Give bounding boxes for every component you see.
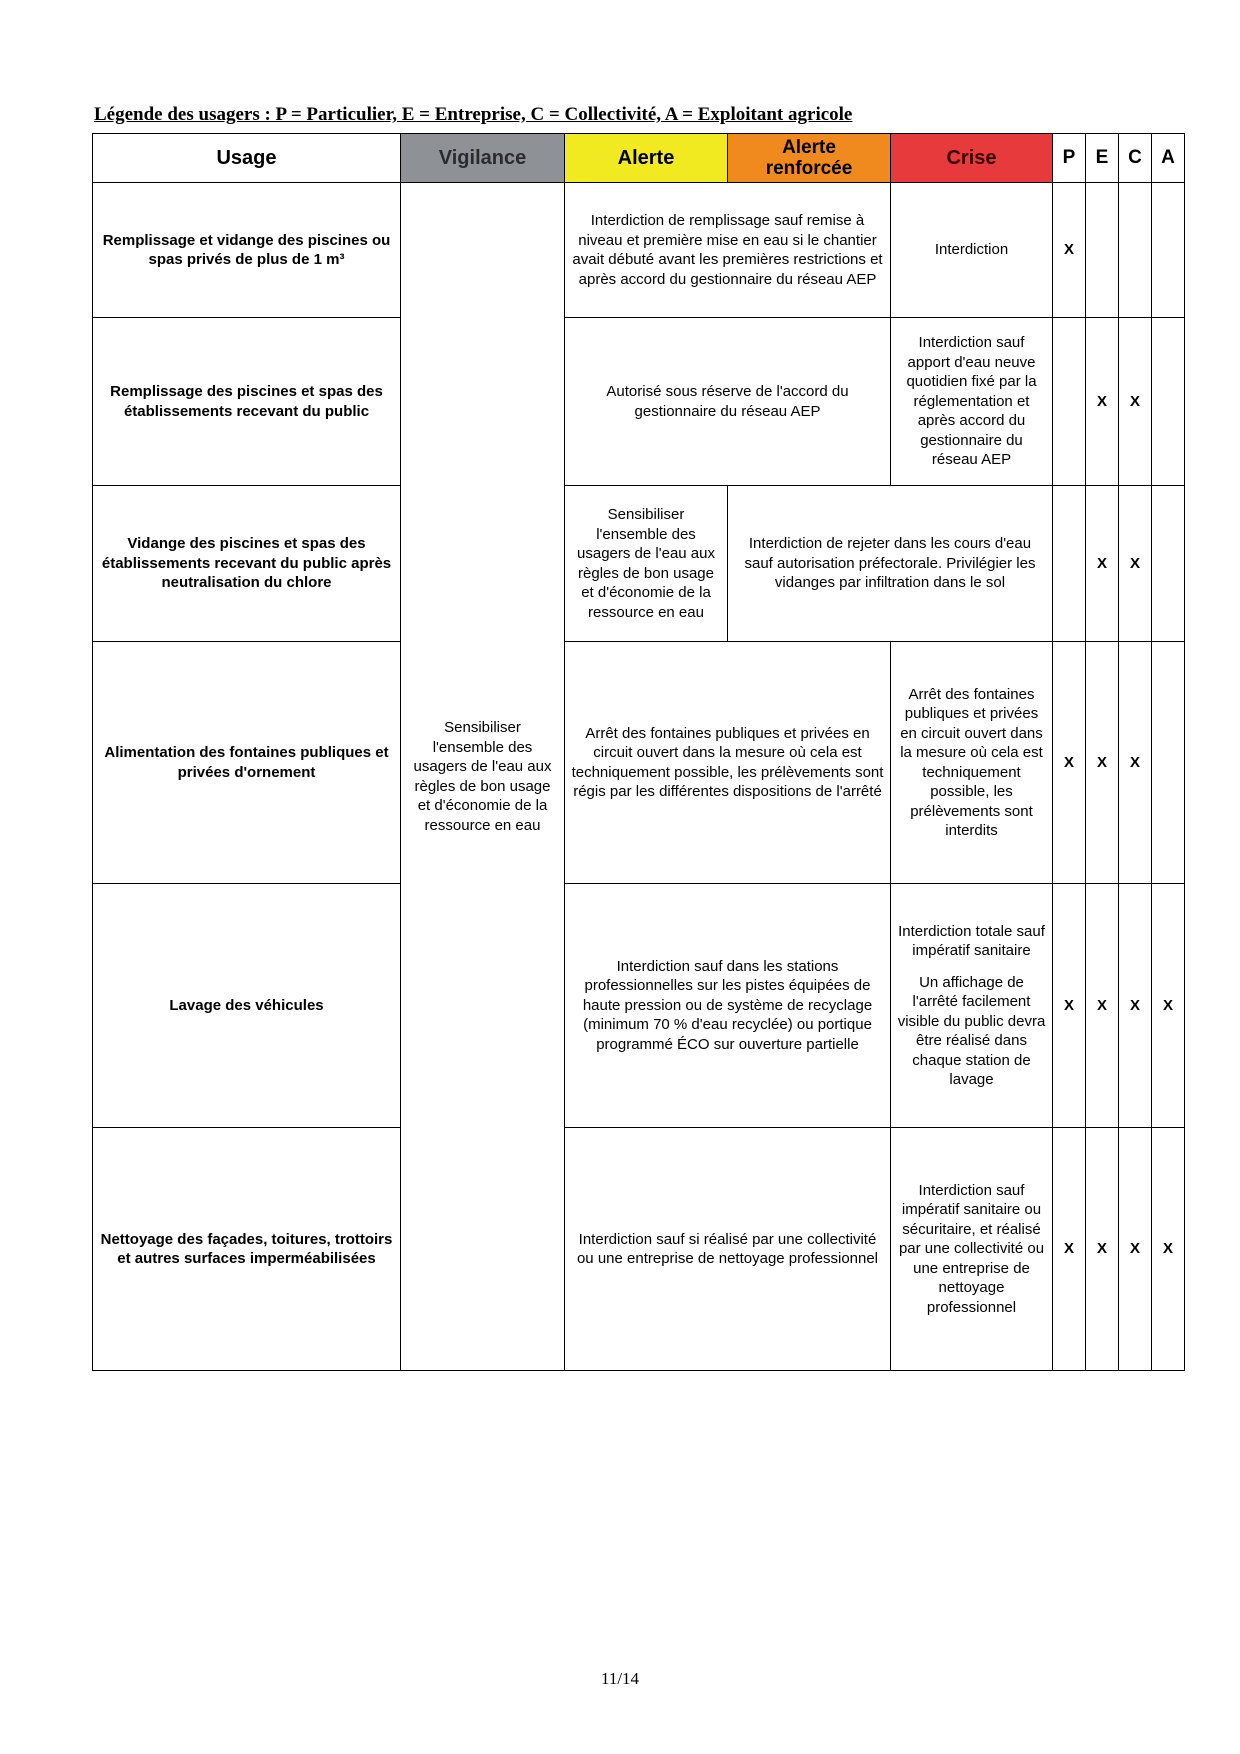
mark-e [1086,183,1119,318]
crise-text-2: Un affichage de l'arrêté facilement visible du public devra être réalisé dans chaque station de lavage [897,973,1046,1088]
mark-p: X [1053,642,1086,884]
usage-cell: Alimentation des fontaines publiques et privées d'ornement [93,642,401,884]
header-alerte-renforcee [728,134,891,183]
header-alerte: Alerte [565,134,728,183]
header-row [93,134,1185,183]
mark-a: X [1152,1128,1185,1371]
mark-e: X [1086,486,1119,642]
vigilance-common-cell: Sensibiliser l'ensemble des usagers de l'eau aux règles de bon usage et d'économie de la ressource en eau [401,183,565,1371]
header-crise: Crise [891,134,1053,183]
alerte-renforcee-cell: Autorisé sous réserve de l'accord du gestionnaire du réseau AEP [565,318,891,486]
table-row [93,183,1185,318]
usage-legend: Légende des usagers : P = Particulier, E = Entreprise, C = Collectivité, A = Exploitant agricole [94,104,853,125]
table-row [93,318,1185,486]
alerte-renforcee-cell: Arrêt des fontaines publiques et privées en circuit ouvert dans la mesure où cela est techniquement possible, les prélèvements sont régis par les différentes dispositions de l'arrêté [565,642,891,884]
mark-a: X [1152,884,1185,1128]
crise-cell: Interdiction sauf impératif sanitaire ou sécuritaire, et réalisé par une collectivité ou une entreprise de nettoyage professionnel [891,1128,1053,1371]
header-vigilance: Vigilance [401,134,565,183]
mark-a [1152,642,1185,884]
mark-p: X [1053,1128,1086,1371]
mark-c: X [1119,884,1152,1128]
mark-c: X [1119,486,1152,642]
usage-cell: Lavage des véhicules [93,884,401,1128]
table-row [93,486,1185,642]
header-a: A [1152,134,1185,183]
mark-c [1119,183,1152,318]
alerte-renforcee-cell: Interdiction sauf dans les stations professionnelles sur les pistes équipées de haute pression ou de système de recyclage (minimum 70 % d'eau recyclée) ou portique programmé ÉCO sur ouverture partielle [565,884,891,1128]
mark-a [1152,486,1185,642]
usage-cell: Remplissage et vidange des piscines ou spas privés de plus de 1 m³ [93,183,401,318]
crise-cell: Arrêt des fontaines publiques et privées en circuit ouvert dans la mesure où cela est techniquement possible, les prélèvements sont interdits [891,642,1053,884]
mark-e: X [1086,318,1119,486]
mark-c: X [1119,1128,1152,1371]
renforcee-crise-cell: Interdiction de rejeter dans les cours d'eau sauf autorisation préfectorale. Privilégier les vidanges par infiltration dans le sol [728,486,1053,642]
restrictions-table [92,133,1185,1371]
usage-cell: Vidange des piscines et spas des établissements recevant du public après neutralisation du chlore [93,486,401,642]
header-usage: Usage [93,134,401,183]
mark-p [1053,318,1086,486]
header-e: E [1086,134,1119,183]
crise-cell [891,884,1053,1128]
mark-p [1053,486,1086,642]
crise-cell: Interdiction [891,183,1053,318]
mark-a [1152,183,1185,318]
crise-cell: Interdiction sauf apport d'eau neuve quotidien fixé par la réglementation et après accord du gestionnaire du réseau AEP [891,318,1053,486]
page-number: 11/14 [600,1669,640,1688]
header-alerte-renforcee-line2: renforcée [765,158,853,179]
alerte-renforcee-cell: Interdiction de remplissage sauf remise à niveau et première mise en eau si le chantier avait débuté avant les premières restrictions et après accord du gestionnaire du réseau AEP [565,183,891,318]
mark-e: X [1086,884,1119,1128]
mark-a [1152,318,1185,486]
usage-cell: Remplissage des piscines et spas des établissements recevant du public [93,318,401,486]
table-row [93,884,1185,1128]
header-alerte-renforcee-line1: Alerte [782,137,836,158]
table-row [93,642,1185,884]
mark-c: X [1119,318,1152,486]
alerte-renforcee-cell: Interdiction sauf si réalisé par une collectivité ou une entreprise de nettoyage professionnel [565,1128,891,1371]
header-p: P [1053,134,1086,183]
crise-text-1: Interdiction totale sauf impératif sanitaire [898,922,1045,959]
alerte-cell: Sensibiliser l'ensemble des usagers de l'eau aux règles de bon usage et d'économie de la ressource en eau [565,486,728,642]
mark-c: X [1119,642,1152,884]
usage-cell: Nettoyage des façades, toitures, trottoirs et autres surfaces imperméabilisées [93,1128,401,1371]
header-c: C [1119,134,1152,183]
table-row [93,1128,1185,1371]
mark-e: X [1086,642,1119,884]
mark-e: X [1086,1128,1119,1371]
mark-p: X [1053,884,1086,1128]
mark-p: X [1053,183,1086,318]
